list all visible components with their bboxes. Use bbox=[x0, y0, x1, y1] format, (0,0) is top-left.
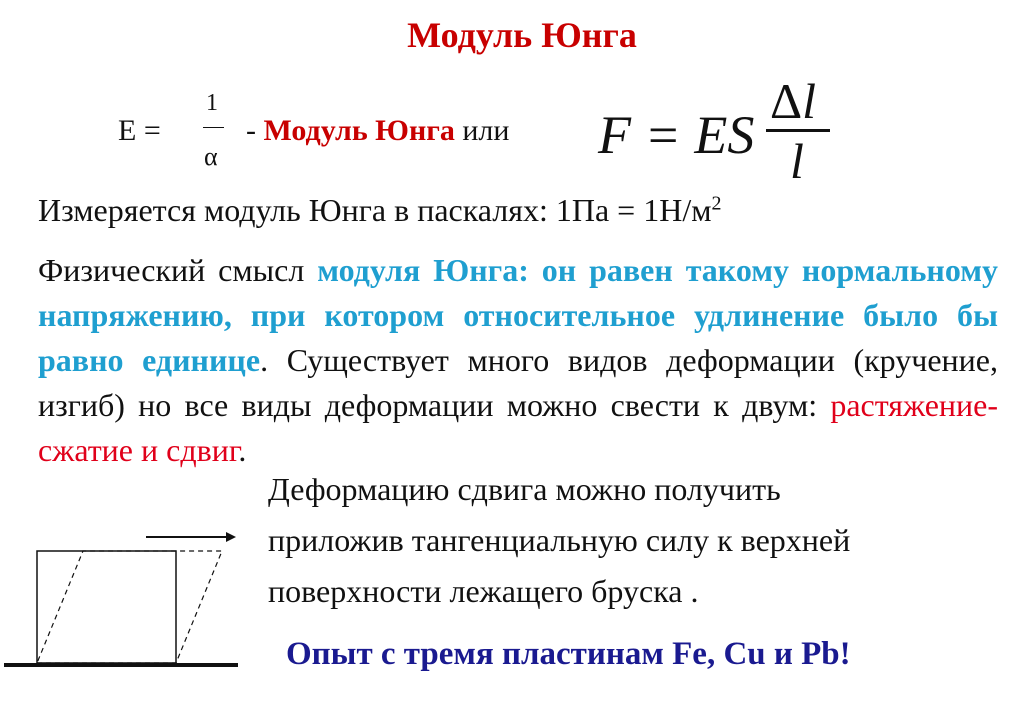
formula-numerator bbox=[770, 72, 816, 130]
fraction-bar bbox=[203, 127, 224, 128]
deformation-types-highlight: растяжение-сжатие и сдвиг bbox=[38, 387, 998, 468]
fraction-numerator: 1 bbox=[206, 90, 218, 116]
formula-main: F = ES bbox=[598, 105, 755, 165]
measurement-units bbox=[38, 192, 721, 229]
shear-line-2: приложив тангенциальную силу к верхней bbox=[268, 522, 851, 558]
equation-connector: или bbox=[454, 114, 510, 147]
formula-denominator: l bbox=[790, 133, 804, 189]
youngs-modulus-lhs: E = bbox=[118, 114, 161, 147]
delta-symbol: Δ bbox=[770, 73, 803, 129]
slide-title: Модуль Юнга bbox=[407, 15, 637, 55]
experiment-note: Опыт с тремя пластинам Fe, Cu и Pb! bbox=[286, 636, 851, 672]
physical-meaning-end: . bbox=[238, 432, 247, 468]
equation-dash: - bbox=[246, 114, 264, 147]
shear-line-1: Деформацию сдвига можно получить bbox=[268, 471, 781, 507]
physical-meaning-intro: Физический смысл bbox=[38, 252, 318, 288]
youngs-modulus-name: Модуль Юнга bbox=[263, 114, 455, 147]
sheared-block-outline bbox=[37, 551, 222, 663]
measurement-text: Измеряется модуль Юнга в паскалях: 1Па = 1Н/м bbox=[38, 192, 712, 228]
block-outline bbox=[37, 551, 176, 663]
measurement-superscript: 2 bbox=[711, 192, 722, 215]
force-arrow-head bbox=[226, 532, 236, 542]
shear-diagram bbox=[0, 520, 260, 680]
formula-numerator-var: l bbox=[802, 73, 817, 129]
physical-meaning-highlight: модуля Юнга: он равен такому нормальному напряжению, при котором относительное удлинение было бы равно единице bbox=[38, 252, 999, 378]
fraction-denominator: α bbox=[204, 142, 218, 171]
hooke-formula bbox=[598, 73, 838, 192]
physical-meaning-middle: . Существует много видов деформации (кручение, изгиб) но все виды деформации можно свести к двум: bbox=[38, 342, 999, 423]
shear-description bbox=[268, 464, 850, 617]
shear-line-3: поверхности лежащего бруска . bbox=[268, 573, 699, 609]
physical-meaning-paragraph bbox=[38, 248, 998, 473]
equation-description bbox=[246, 114, 509, 148]
